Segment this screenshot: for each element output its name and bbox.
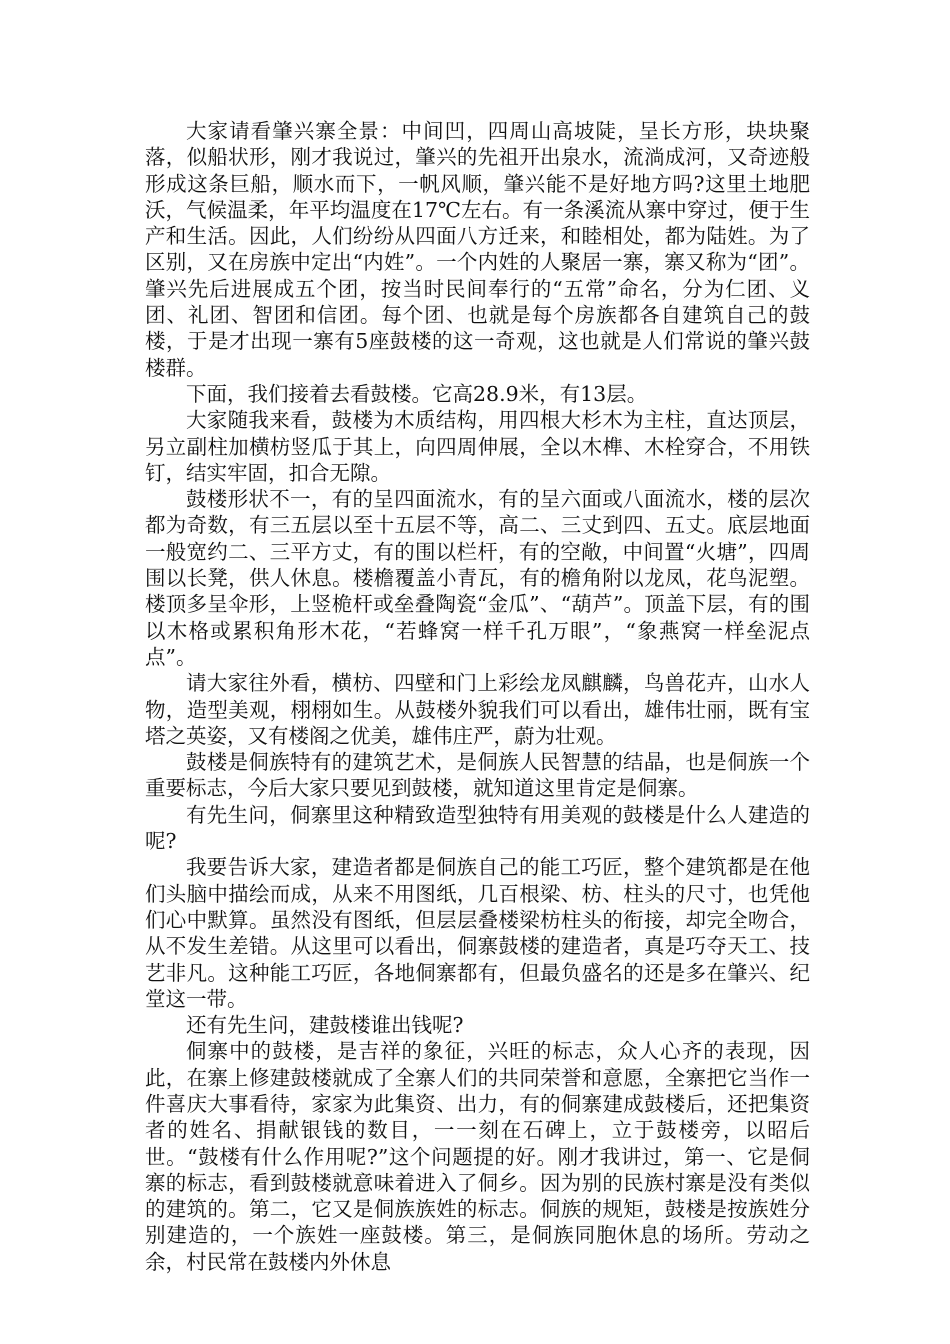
paragraph-dong-symbol: 鼓楼是侗族特有的建筑艺术，是侗族人民智慧的结晶，也是侗族一个重要标志，今后大家只要见到鼓楼，就知道这里肯定是侗寨。 xyxy=(145,750,810,801)
paragraph-question-funding: 还有先生问，建鼓楼谁出钱呢? xyxy=(186,1013,464,1038)
paragraph-wooden-structure: 大家随我来看，鼓楼为木质结构，用四根大杉木为主柱，直达顶层，另立副柱加横枋竖瓜于其上，向四周伸展，全以木榫、木栓穿合，不用铁钉，结实牢固，扣合无隙。 xyxy=(145,408,810,485)
document-body xyxy=(145,118,810,1275)
paragraph-drum-tower-height: 下面，我们接着去看鼓楼。它高28.9米，有13层。 xyxy=(186,381,648,406)
paragraph-question-builders: 有先生问，侗寨里这种精致造型独特有用美观的鼓楼是什么人建造的呢? xyxy=(145,802,810,854)
paragraph-zhaoxing-overview: 大家请看肇兴寨全景：中间凹，四周山高坡陡，呈长方形，块块聚落，似船状形，刚才我说过，肇兴的先祖开出泉水，流淌成河，又奇迹般形成这条巨船，顺水而下，一帆风顺，肇兴能不是好地方吗?这里土地肥沃，气候温柔，年平均温度在17℃左右。有一条溪流从寨中穿过，便于生产和生活。因此，人们纷纷从四面八方迁来，和睦相处，都为陆姓。为了区别，又在房族中定出“内姓”。一个内姓的人聚居一寨，寨又称为“团”。肇兴先后进展成五个团，按当时民间奉行的“五常”命名，分为仁团、义团、礼团、智团和信团。每个团、也就是每个房族都各自建筑自己的鼓楼，于是才出现一寨有5座鼓楼的这一奇观，这也就是人们常说的肇兴鼓楼群。 xyxy=(145,119,810,380)
paragraph-funding-and-functions: 侗寨中的鼓楼，是吉祥的象征，兴旺的标志，众人心齐的表现，因此，在寨上修建鼓楼就成了全寨人们的共同荣誉和意愿，全寨把它当作一件喜庆大事看待，家家为此集资、出力，有的侗寨建成鼓楼后，还把集资者的姓名、捐献银钱的数目，一一刻在石碑上，立于鼓楼旁，以昭后世。“鼓楼有什么作用呢?”这个问题提的好。刚才我讲过，第一、它是侗寨的标志，看到鼓楼就意味着进入了侗乡。因为别的民族村寨是没有类似的建筑的。第二，它又是侗族族姓的标志。侗族的规矩，鼓楼是按族姓分别建造的，一个族姓一座鼓楼。第三，是侗族同胞休息的场所。劳动之余，村民常在鼓楼内外休息 xyxy=(145,1039,810,1274)
paragraph-tower-shapes: 鼓楼形状不一，有的呈四面流水，有的呈六面或八面流水，楼的层次都为奇数，有三五层以至十五层不等，高二、三丈到四、五丈。底层地面一般宽约二、三平方丈，有的围以栏杆，有的空敞，中间置“火塘”，四周围以长凳，供人休息。楼檐覆盖小青瓦，有的檐角附以龙凤，花鸟泥塑。楼顶多呈伞形，上竖桅杆或垒叠陶瓷“金瓜”、“葫芦”。顶盖下层，有的围以木格或累积角形木花，“若蜂窝一样千孔万眼”，“象燕窝一样垒泥点点”。 xyxy=(145,487,810,669)
paragraph-craftsmen: 我要告诉大家，建造者都是侗族自己的能工巧匠，整个建筑都是在他们头脑中描绘而成，从来不用图纸，几百根梁、枋、柱头的尺寸，也凭他们心中默算。虽然没有图纸，但层层叠楼梁枋柱头的衔接，却完全吻合，从不发生差错。从这里可以看出，侗寨鼓楼的建造者，真是巧夺天工、技艺非凡。这种能工巧匠，各地侗寨都有，但最负盛名的还是多在肇兴、纪堂这一带。 xyxy=(145,855,810,1011)
paragraph-painted-decoration: 请大家往外看，横枋、四壁和门上彩绘龙凤麒麟，鸟兽花卉，山水人物，造型美观，栩栩如生。从鼓楼外貌我们可以看出，雄伟壮丽，既有宝塔之英姿，又有楼阁之优美，雄伟庄严，蔚为壮观。 xyxy=(145,671,810,748)
